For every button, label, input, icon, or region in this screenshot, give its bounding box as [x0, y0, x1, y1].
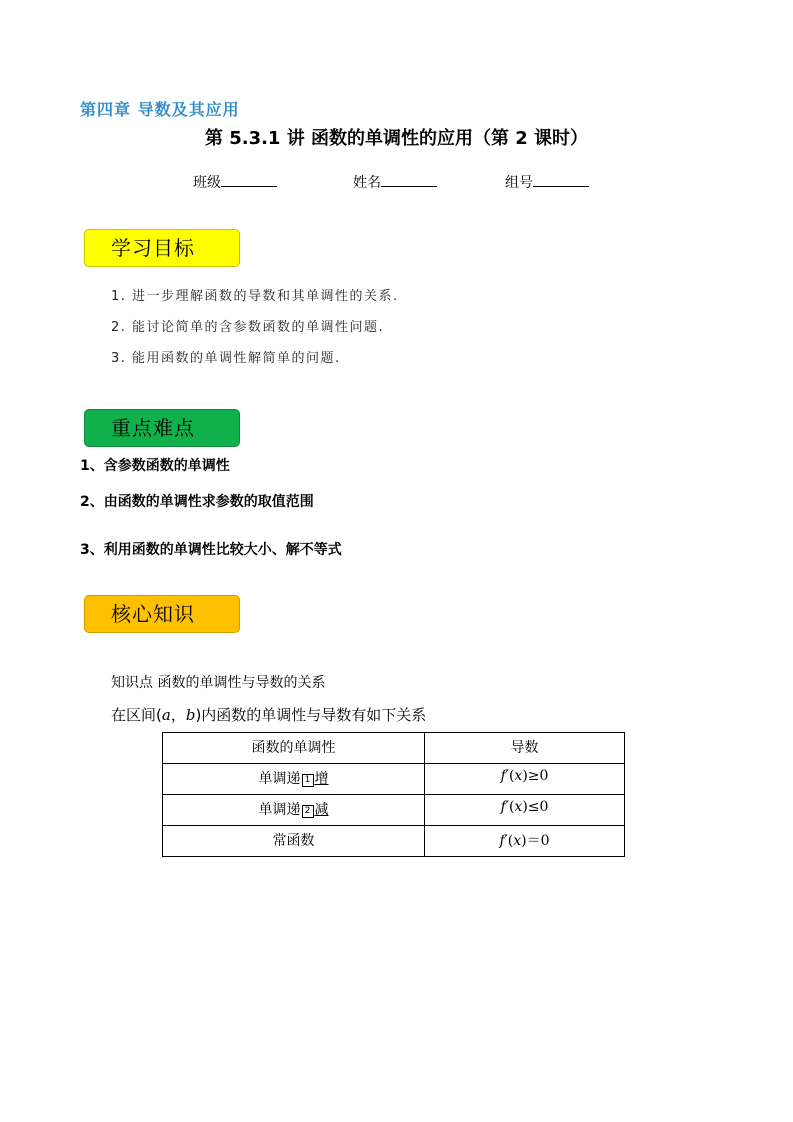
blank-number-1: 1	[302, 774, 314, 787]
key-points-section-badge: 重点难点	[84, 409, 240, 447]
goal-item-1: 1. 进一步理解函数的导数和其单调性的关系.	[111, 289, 399, 304]
lesson-title: 第 5.3.1 讲 函数的单调性的应用（第 2 课时）	[204, 128, 589, 149]
table-row	[163, 795, 625, 826]
class-blank[interactable]	[221, 174, 277, 187]
constant-function-cell: 常函数	[163, 826, 425, 857]
name-label: 姓名	[353, 175, 381, 191]
group-field	[505, 172, 589, 192]
core-knowledge-section-badge: 核心知识	[84, 595, 240, 633]
monotonicity-increasing-cell: 单调递 1 增	[163, 764, 425, 795]
goal-item-3: 3. 能用函数的单调性解简单的问题.	[111, 351, 341, 366]
table-header-monotonicity: 函数的单调性	[163, 733, 425, 764]
table-row	[163, 764, 625, 795]
table-header-row	[163, 733, 625, 764]
table-header-derivative: 导数	[425, 733, 625, 764]
monotonicity-decreasing-cell: 单调递 2 减	[163, 795, 425, 826]
derivative-cell: f′(x)≥0	[425, 764, 625, 795]
class-field	[193, 172, 277, 192]
goal-item-2: 2. 能讨论简单的含参数函数的单调性问题.	[111, 320, 385, 335]
table-row	[163, 826, 625, 857]
chapter-heading: 第四章 导数及其应用	[80, 100, 240, 119]
key-point-3: 3、利用函数的单调性比较大小、解不等式	[80, 542, 342, 558]
key-point-1: 1、含参数函数的单调性	[80, 458, 230, 474]
name-blank[interactable]	[381, 174, 437, 187]
derivative-cell: f′(x)＝0	[425, 826, 625, 857]
name-field	[353, 172, 437, 192]
class-label: 班级	[193, 175, 221, 191]
group-label: 组号	[505, 175, 533, 191]
knowledge-point-title: 知识点 函数的单调性与导数的关系	[111, 675, 326, 691]
blank-number-2: 2	[302, 805, 314, 818]
key-point-2: 2、由函数的单调性求参数的取值范围	[80, 494, 314, 510]
goals-section-badge: 学习目标	[84, 229, 240, 267]
derivative-cell: f′(x)≤0	[425, 795, 625, 826]
monotonicity-derivative-table	[162, 732, 625, 857]
group-blank[interactable]	[533, 174, 589, 187]
knowledge-intro: 在区间(a，b)内函数的单调性与导数有如下关系	[111, 706, 427, 724]
